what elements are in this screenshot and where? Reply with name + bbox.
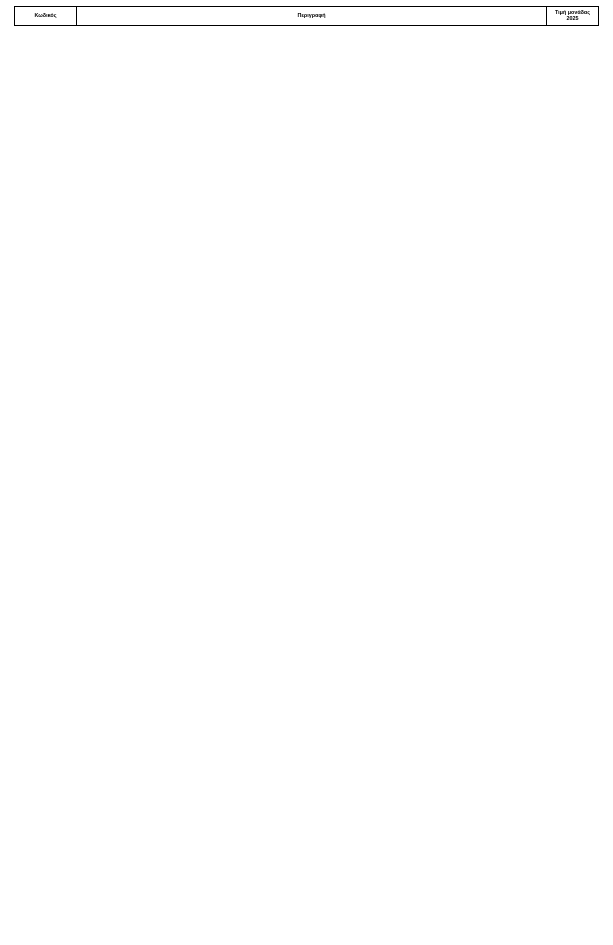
price-table: [14, 6, 599, 26]
column-header-description: Περιγραφή: [77, 7, 547, 26]
table-header-row: [15, 7, 599, 26]
column-header-code: Κωδικός: [15, 7, 77, 26]
column-header-price: Τιμή μονάδας 2025: [547, 7, 599, 26]
